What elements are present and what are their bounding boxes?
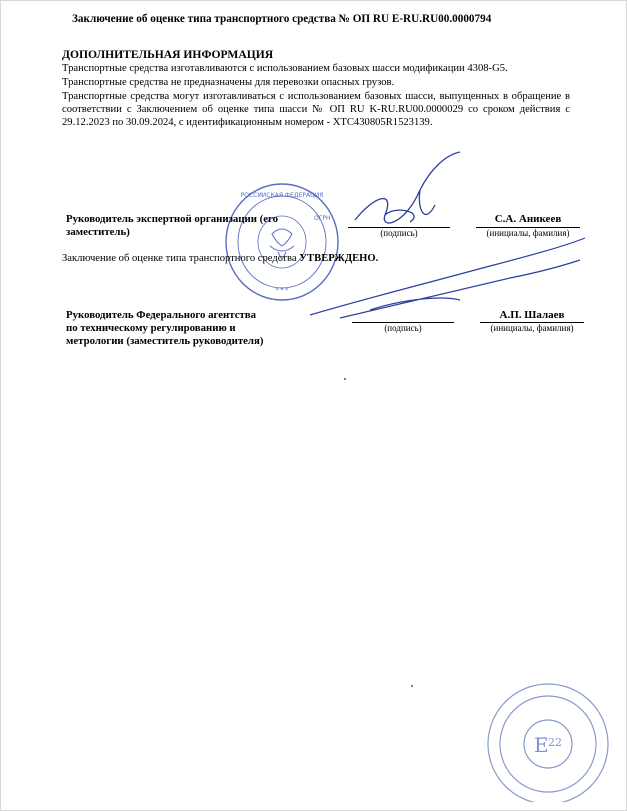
scan-speck — [344, 378, 346, 380]
agency-round-seal — [484, 680, 612, 802]
signature-caption: (подпись) — [384, 323, 422, 333]
expert-organization-head-title: Руководитель экспертной организации (его заместитель) — [66, 213, 279, 238]
info-paragraph-1: Транспортные средства изготавливаются с использованием базовых шасси модификации 4308-G5. — [62, 63, 508, 74]
scan-speck — [411, 685, 413, 687]
expert-name: С.А. Аникеев — [494, 213, 562, 225]
document-header: Заключение об оценке типа транспортного средства № ОП RU E-RU.RU00.0000794 — [72, 13, 492, 25]
info-paragraph-2: Транспортные средства не предназначены для перевозки опасных грузов. — [62, 77, 395, 88]
svg-text:РОССИЙСКАЯ ФЕДЕРАЦИЯ: РОССИЙСКАЯ ФЕДЕРАЦИЯ — [240, 192, 324, 199]
agency-head-name: А.П. Шалаев — [499, 309, 565, 321]
svg-text:ОГРН: ОГРН — [314, 215, 331, 222]
section-heading: ДОПОЛНИТЕЛЬНАЯ ИНФОРМАЦИЯ — [62, 48, 274, 61]
svg-text:* * *: * * * — [275, 287, 289, 294]
approval-status: УТВЕРЖДЕНО. — [299, 253, 379, 264]
agency-head-title: Руководитель Федерального агентства по техническому регулированию и метрологии (заместитель руководителя) — [66, 309, 264, 347]
info-paragraph-3: Транспортные средства могут изготавливаться с использованием базовых шасси, выпущенных в обращение в соответствии с Заключением об оценке типа шасси № ОП RU K-RU.RU00.0000029 со сроком действия с 29.12.2023 по 30.09.2024, с идентификационным номером - ХТС430805R1523139. — [62, 91, 570, 128]
name-caption: (инициалы, фамилия) — [490, 323, 574, 333]
name-caption: (инициалы, фамилия) — [486, 228, 570, 238]
signature-caption: (подпись) — [380, 228, 418, 238]
svg-text:22: 22 — [548, 736, 562, 749]
approval-text: Заключение об оценке типа транспортного средства — [62, 253, 297, 264]
svg-text:E: E — [534, 733, 549, 757]
